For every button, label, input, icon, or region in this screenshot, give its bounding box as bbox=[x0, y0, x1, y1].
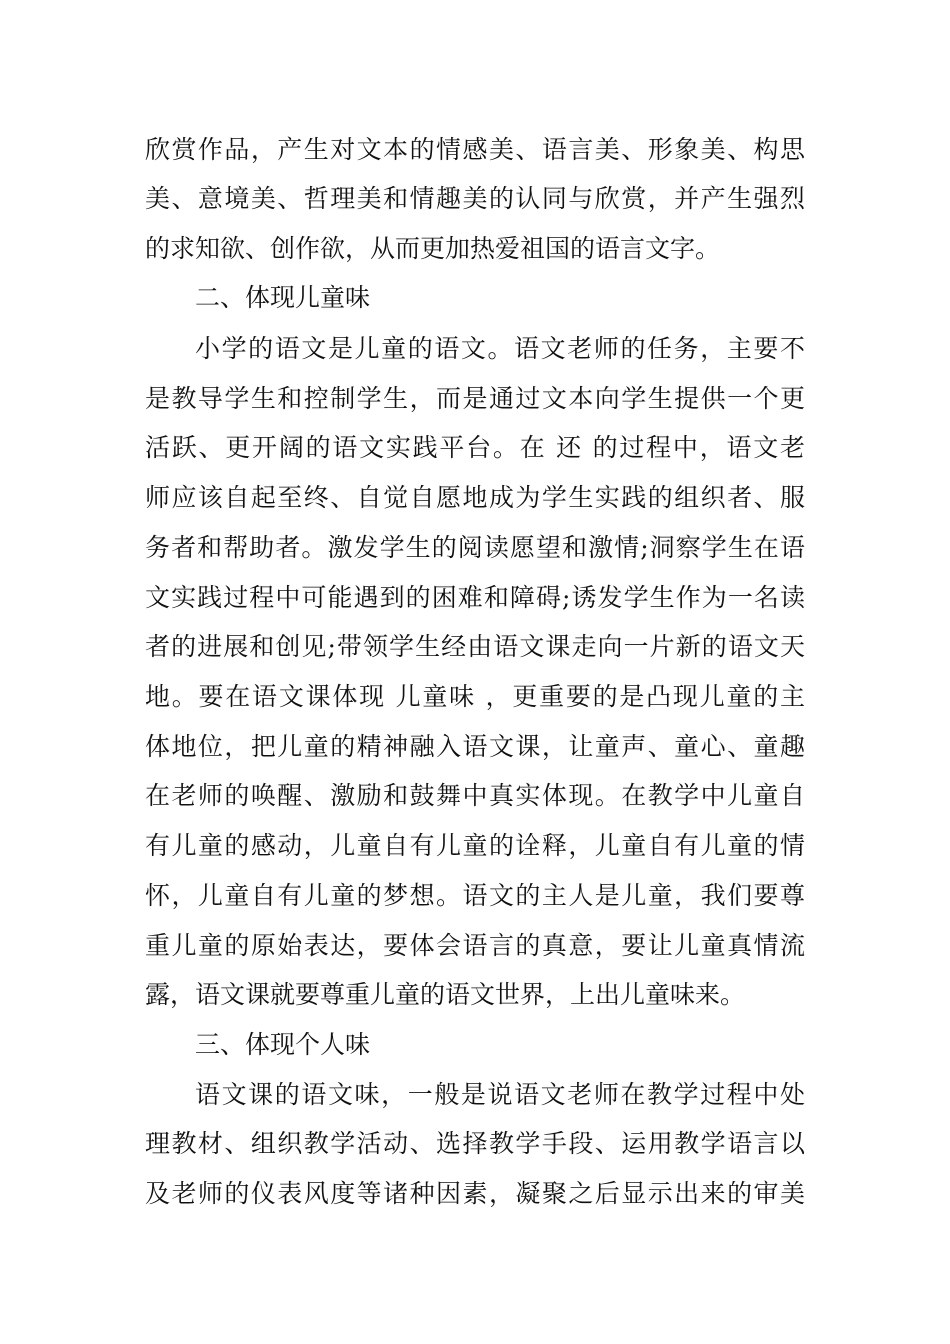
paragraph-2-line-2: 是教导学生和控制学生，而是通过文本向学生提供一个更 bbox=[145, 384, 805, 413]
paragraph-2-line-4: 师应该自起至终、自觉自愿地成为学生实践的组织者、服 bbox=[145, 483, 805, 512]
paragraph-1-line-1: 欣赏作品，产生对文本的情感美、语言美、形象美、构思 bbox=[145, 135, 805, 164]
paragraph-2-line-1: 小学的语文是儿童的语文。语文老师的任务，主要不 bbox=[195, 334, 805, 363]
paragraph-3-line-1: 语文课的语文味，一般是说语文老师在教学过程中处 bbox=[195, 1080, 805, 1109]
section-heading-3: 三、体现个人味 bbox=[195, 1030, 371, 1059]
paragraph-2-line-13: 重儿童的原始表达，要体会语言的真意，要让儿童真情流 bbox=[145, 931, 805, 960]
paragraph-2-line-11: 有儿童的感动，儿童自有儿童的诠释，儿童自有儿童的情 bbox=[145, 831, 805, 860]
paragraph-2-line-9: 体地位，把儿童的精神融入语文课，让童声、童心、童趣 bbox=[145, 732, 805, 761]
paragraph-2-line-6: 文实践过程中可能遇到的困难和障碍;诱发学生作为一名读 bbox=[145, 583, 805, 612]
paragraph-2-line-8: 地。要在语文课体现 儿童味 ，更重要的是凸现儿童的主 bbox=[145, 682, 805, 711]
paragraph-3-line-2: 理教材、组织教学活动、选择教学手段、运用教学语言以 bbox=[145, 1129, 805, 1158]
paragraph-2-line-7: 者的进展和创见;带领学生经由语文课走向一片新的语文天 bbox=[145, 632, 805, 661]
section-heading-2: 二、体现儿童味 bbox=[195, 283, 371, 312]
paragraph-1-line-2: 美、意境美、哲理美和情趣美的认同与欣赏，并产生强烈 bbox=[145, 184, 805, 213]
paragraph-3-line-3: 及老师的仪表风度等诸种因素，凝聚之后显示出来的审美 bbox=[145, 1179, 805, 1208]
paragraph-2-line-5: 务者和帮助者。激发学生的阅读愿望和激情;洞察学生在语 bbox=[145, 533, 805, 562]
paragraph-2-line-12: 怀，儿童自有儿童的梦想。语文的主人是儿童，我们要尊 bbox=[145, 881, 805, 910]
paragraph-2-line-3: 活跃、更开阔的语文实践平台。在 还 的过程中，语文老 bbox=[145, 433, 805, 462]
paragraph-2-line-10: 在老师的唤醒、激励和鼓舞中真实体现。在教学中儿童自 bbox=[145, 781, 805, 810]
paragraph-1-line-3: 的求知欲、创作欲，从而更加热爱祖国的语言文字。 bbox=[145, 234, 721, 263]
paragraph-2-line-14: 露，语文课就要尊重儿童的语文世界，上出儿童味来。 bbox=[145, 980, 746, 1009]
